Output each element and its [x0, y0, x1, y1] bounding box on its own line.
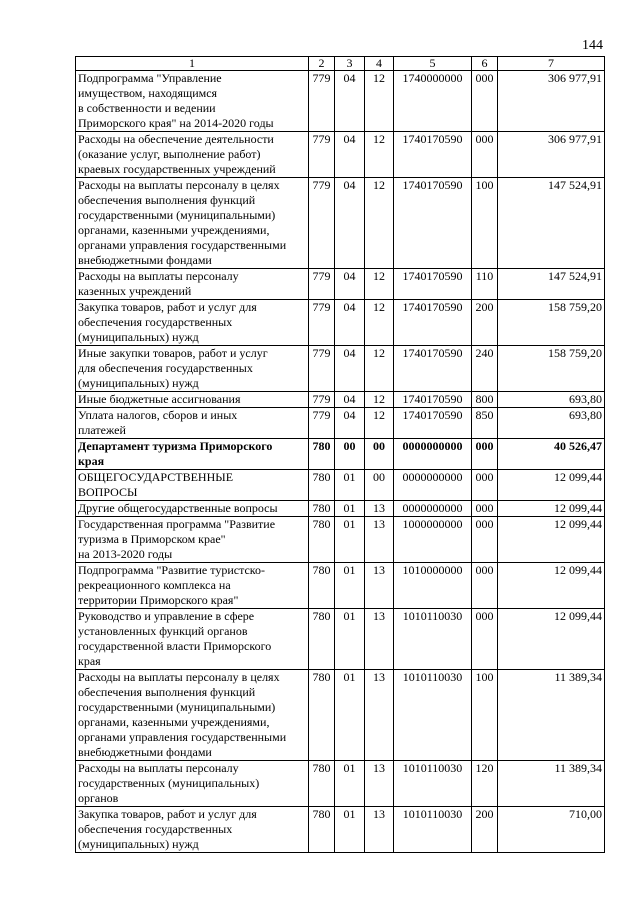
row-target-article: 1740170590: [394, 408, 472, 439]
row-amount: 12 099,44: [498, 563, 605, 609]
header-col-4: 4: [365, 57, 394, 71]
row-section: 01: [335, 761, 365, 807]
header-row: [76, 57, 605, 71]
row-amount: 158 759,20: [498, 346, 605, 392]
row-amount: 12 099,44: [498, 501, 605, 517]
row-target-article: 0000000000: [394, 470, 472, 501]
row-subsection: 13: [365, 609, 394, 670]
row-admin-code: 780: [309, 563, 335, 609]
table-row: [76, 346, 605, 392]
row-expense-type: 000: [472, 501, 498, 517]
table-row: [76, 807, 605, 853]
header-col-2: 2: [309, 57, 335, 71]
row-target-article: 1740000000: [394, 71, 472, 132]
row-name: Закупка товаров, работ и услуг для обеспечения государственных (муниципальных) нужд: [76, 300, 309, 346]
row-subsection: 12: [365, 269, 394, 300]
table-row: [76, 300, 605, 346]
row-admin-code: 779: [309, 132, 335, 178]
row-subsection: 12: [365, 178, 394, 269]
row-admin-code: 779: [309, 408, 335, 439]
row-expense-type: 240: [472, 346, 498, 392]
row-name: Иные закупки товаров, работ и услуг для обеспечения государственных (муниципальных) нужд: [76, 346, 309, 392]
row-expense-type: 200: [472, 300, 498, 346]
row-section: 04: [335, 300, 365, 346]
table-body: [76, 71, 605, 853]
row-expense-type: 110: [472, 269, 498, 300]
row-section: 04: [335, 269, 365, 300]
table-row: [76, 470, 605, 501]
page-number: 144: [582, 38, 603, 53]
row-subsection: 12: [365, 132, 394, 178]
row-amount: 693,80: [498, 408, 605, 439]
row-amount: 147 524,91: [498, 269, 605, 300]
row-target-article: 1740170590: [394, 132, 472, 178]
row-subsection: 12: [365, 71, 394, 132]
table-row: [76, 269, 605, 300]
row-admin-code: 779: [309, 300, 335, 346]
row-amount: 40 526,47: [498, 439, 605, 470]
row-section: 04: [335, 408, 365, 439]
row-expense-type: 000: [472, 563, 498, 609]
row-admin-code: 780: [309, 761, 335, 807]
table-row: [76, 517, 605, 563]
row-admin-code: 780: [309, 807, 335, 853]
row-admin-code: 780: [309, 470, 335, 501]
row-subsection: 12: [365, 346, 394, 392]
row-subsection: 12: [365, 408, 394, 439]
row-target-article: 1740170590: [394, 346, 472, 392]
table-row: [76, 439, 605, 470]
header-col-7: 7: [498, 57, 605, 71]
row-admin-code: 779: [309, 392, 335, 408]
row-expense-type: 000: [472, 470, 498, 501]
row-section: 01: [335, 609, 365, 670]
row-subsection: 00: [365, 439, 394, 470]
row-section: 01: [335, 517, 365, 563]
row-amount: 12 099,44: [498, 470, 605, 501]
row-name: ОБЩЕГОСУДАРСТВЕННЫЕ ВОПРОСЫ: [76, 470, 309, 501]
table-row: [76, 132, 605, 178]
row-subsection: 13: [365, 563, 394, 609]
row-target-article: 1740170590: [394, 178, 472, 269]
row-admin-code: 780: [309, 517, 335, 563]
row-target-article: 0000000000: [394, 501, 472, 517]
table-row: [76, 408, 605, 439]
row-expense-type: 120: [472, 761, 498, 807]
row-name: Уплата налогов, сборов и иных платежей: [76, 408, 309, 439]
row-section: 04: [335, 178, 365, 269]
row-section: 01: [335, 501, 365, 517]
row-subsection: 13: [365, 670, 394, 761]
row-admin-code: 780: [309, 609, 335, 670]
row-expense-type: 000: [472, 71, 498, 132]
row-amount: 147 524,91: [498, 178, 605, 269]
row-name: Другие общегосударственные вопросы: [76, 501, 309, 517]
table-row: [76, 761, 605, 807]
row-section: 01: [335, 563, 365, 609]
table-header: [76, 57, 605, 71]
row-target-article: 1740170590: [394, 392, 472, 408]
row-expense-type: 000: [472, 517, 498, 563]
row-section: 01: [335, 670, 365, 761]
table-row: [76, 71, 605, 132]
row-expense-type: 000: [472, 132, 498, 178]
row-section: 04: [335, 71, 365, 132]
row-admin-code: 780: [309, 439, 335, 470]
row-name: Расходы на выплаты персоналу в целях обеспечения выполнения функций государственными (муниципальными) органами, казенными учреждениями, органами управления государственными внебюджетными фондами: [76, 178, 309, 269]
header-col-1: 1: [76, 57, 309, 71]
row-admin-code: 779: [309, 71, 335, 132]
row-target-article: 1010000000: [394, 563, 472, 609]
row-admin-code: 779: [309, 269, 335, 300]
row-subsection: 00: [365, 470, 394, 501]
table-row: [76, 501, 605, 517]
row-subsection: 13: [365, 807, 394, 853]
row-name: Подпрограмма "Развитие туристско- рекреационного комплекса на территории Приморского края": [76, 563, 309, 609]
row-target-article: 1010110030: [394, 807, 472, 853]
row-subsection: 12: [365, 300, 394, 346]
row-amount: 11 389,34: [498, 670, 605, 761]
row-subsection: 13: [365, 517, 394, 563]
row-admin-code: 780: [309, 501, 335, 517]
row-section: 01: [335, 807, 365, 853]
row-amount: 306 977,91: [498, 71, 605, 132]
row-name: Расходы на обеспечение деятельности (оказание услуг, выполнение работ) краевых государственных учреждений: [76, 132, 309, 178]
row-expense-type: 100: [472, 178, 498, 269]
header-col-3: 3: [335, 57, 365, 71]
row-admin-code: 780: [309, 670, 335, 761]
row-subsection: 13: [365, 761, 394, 807]
row-section: 04: [335, 392, 365, 408]
row-admin-code: 779: [309, 346, 335, 392]
row-amount: 12 099,44: [498, 609, 605, 670]
header-col-5: 5: [394, 57, 472, 71]
row-expense-type: 100: [472, 670, 498, 761]
table-row: [76, 563, 605, 609]
row-name: Расходы на выплаты персоналу в целях обеспечения выполнения функций государственными (муниципальными) органами, казенными учреждениями, органами управления государственными внебюджетными фондами: [76, 670, 309, 761]
row-amount: 11 389,34: [498, 761, 605, 807]
row-amount: 158 759,20: [498, 300, 605, 346]
row-target-article: 1010110030: [394, 609, 472, 670]
row-expense-type: 000: [472, 609, 498, 670]
row-target-article: 1740170590: [394, 300, 472, 346]
row-amount: 12 099,44: [498, 517, 605, 563]
row-target-article: 1010110030: [394, 761, 472, 807]
row-expense-type: 000: [472, 439, 498, 470]
row-target-article: 1740170590: [394, 269, 472, 300]
header-col-6: 6: [472, 57, 498, 71]
row-target-article: 0000000000: [394, 439, 472, 470]
row-amount: 710,00: [498, 807, 605, 853]
row-section: 00: [335, 439, 365, 470]
row-amount: 693,80: [498, 392, 605, 408]
row-name: Государственная программа "Развитие туризма в Приморском крае" на 2013-2020 годы: [76, 517, 309, 563]
row-name: Иные бюджетные ассигнования: [76, 392, 309, 408]
row-amount: 306 977,91: [498, 132, 605, 178]
row-name: Подпрограмма "Управление имуществом, находящимся в собственности и ведении Приморского края" на 2014-2020 годы: [76, 71, 309, 132]
table-row: [76, 392, 605, 408]
row-target-article: 1010110030: [394, 670, 472, 761]
table-row: [76, 670, 605, 761]
table-row: [76, 609, 605, 670]
table-row: [76, 178, 605, 269]
row-section: 04: [335, 132, 365, 178]
row-admin-code: 779: [309, 178, 335, 269]
row-name: Закупка товаров, работ и услуг для обеспечения государственных (муниципальных) нужд: [76, 807, 309, 853]
row-name: Расходы на выплаты персоналу государственных (муниципальных) органов: [76, 761, 309, 807]
row-target-article: 1000000000: [394, 517, 472, 563]
row-name: Руководство и управление в сфере установленных функций органов государственной власти Приморского края: [76, 609, 309, 670]
row-expense-type: 850: [472, 408, 498, 439]
budget-table: [75, 56, 605, 853]
row-subsection: 13: [365, 501, 394, 517]
row-expense-type: 800: [472, 392, 498, 408]
row-section: 04: [335, 346, 365, 392]
row-name: Расходы на выплаты персоналу казенных учреждений: [76, 269, 309, 300]
row-section: 01: [335, 470, 365, 501]
row-expense-type: 200: [472, 807, 498, 853]
row-name: Департамент туризма Приморского края: [76, 439, 309, 470]
row-subsection: 12: [365, 392, 394, 408]
